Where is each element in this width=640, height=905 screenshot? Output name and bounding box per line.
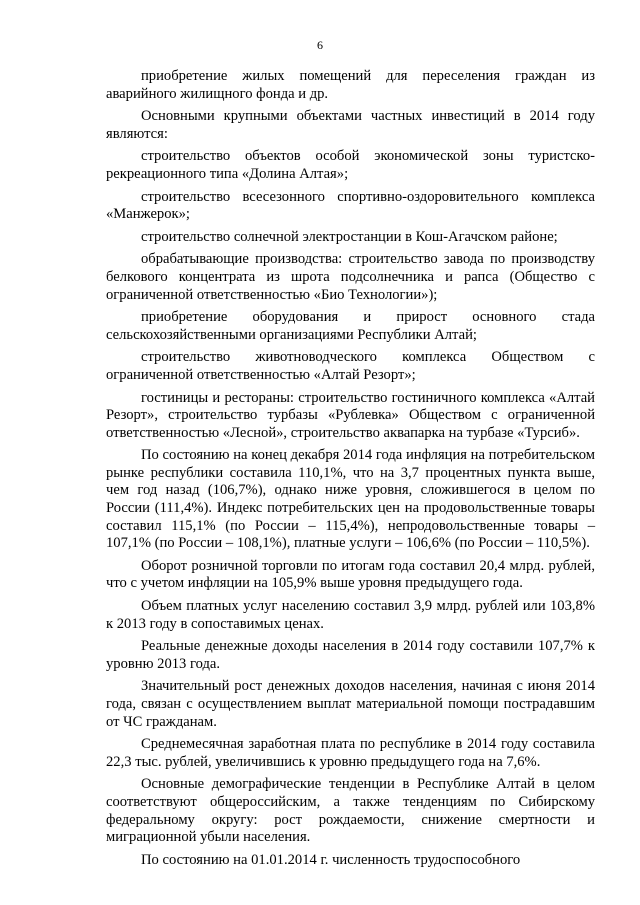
paragraph: Основные демографические тенденции в Республике Алтай в целом соответствуют общероссийским, а также тенденциям по Сибирскому федеральному округу: рост рождаемости, снижение смертности и миграционной убыли населения. [106, 776, 595, 846]
paragraph: По состоянию на конец декабря 2014 года инфляция на потребительском рынке республики составила 110,1%, что на 3,7 процентных пункта выше, чем год назад (106,7%), однако ниже уровня, сложившегося в целом по России (111,4%). Индекс потребительских цен на продовольственные товары составил 115,1% (по России – 115,4%), непродовольственные товары – 107,1% (по России – 108,1%), платные услуги – 106,6% (по России – 110,5%). [106, 447, 595, 552]
paragraph: Оборот розничной торговли по итогам года составил 20,4 млрд. рублей, что с учетом инфляции на 105,9% выше уровня предыдущего года. [106, 557, 595, 592]
paragraph: По состоянию на 01.01.2014 г. численность трудоспособного [141, 851, 521, 868]
page-number: 6 [317, 38, 323, 52]
paragraph: строительство солнечной электростанции в Кош-Агачском районе; [141, 228, 558, 245]
paragraph: приобретение оборудования и прирост основного стада сельскохозяйственными организациями Республики Алтай; [106, 309, 595, 343]
paragraph: строительство всесезонного спортивно-оздоровительного комплекса «Манжерок»; [106, 188, 595, 223]
paragraph: Основными крупными объектами частных инвестиций в 2014 году являются: [106, 108, 595, 142]
paragraph: Среднемесячная заработная плата по республике в 2014 году составила 22,3 тыс. рублей, увеличившись к уровню предыдущего года на 7,6%. [106, 736, 595, 770]
paragraph: Реальные денежные доходы населения в 2014 году составили 107,7% к уровню 2013 года. [106, 638, 595, 672]
paragraph: Значительный рост денежных доходов населения, начиная с июня 2014 года, связан с осуществлением выплат материальной помощи пострадавшим от ЧС гражданам. [106, 678, 595, 730]
paragraph: строительство объектов особой экономической зоны туристско-рекреационного типа «Долина Алтая»; [106, 148, 595, 182]
paragraph: Объем платных услуг населению составил 3,9 млрд. рублей или 103,8% к 2013 году в сопоставимых ценах. [106, 598, 595, 632]
paragraph: обрабатывающие производства: строительство завода по производству белкового концентрата из шрота подсолнечника и рапса (Общество с ограниченной ответственностью «Био Технологии»); [106, 251, 595, 303]
paragraph: строительство животноводческого комплекса Обществом с ограниченной ответственностью «Алтай Резорт»; [106, 349, 595, 383]
paragraph: гостиницы и рестораны: строительство гостиничного комплекса «Алтай Резорт», строительство турбазы «Рублевка» Обществом с ограниченной ответственностью «Лесной», строительство аквапарка на турбазе «Турсиб». [106, 389, 595, 441]
document-body [106, 68, 595, 874]
paragraph: приобретение жилых помещений для переселения граждан из аварийного жилищного фонда и др. [106, 68, 595, 102]
